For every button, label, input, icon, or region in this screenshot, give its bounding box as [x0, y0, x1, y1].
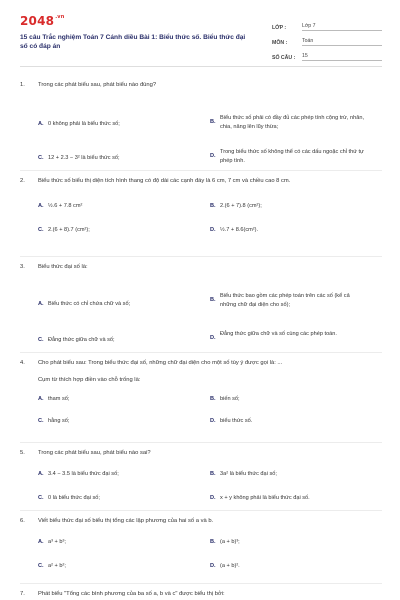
question-text: 3. Biểu thức đại số là:: [20, 264, 88, 270]
option-d[interactable]: D. x + y không phải là biểu thức đại số.: [210, 495, 310, 501]
meta-value: 15: [302, 52, 382, 61]
option-b[interactable]: B. (a + b)³;: [210, 539, 240, 545]
option-d[interactable]: D. ½.7 + 8.6(cm²).: [210, 227, 259, 233]
meta-info: [272, 16, 382, 61]
question-number: 2.: [20, 178, 25, 184]
option-b[interactable]: B. 2.(6 + 7).8 (cm²);: [210, 203, 262, 209]
option-b[interactable]: B. 3a² là biểu thức đại số;: [210, 471, 277, 477]
question-number: 5.: [20, 450, 25, 456]
question-1: [20, 81, 382, 164]
option-b[interactable]: B. Biểu thức bao gồm các phép toán trên các số (kể cả những chữ đại diện cho số);: [210, 293, 350, 308]
option-d[interactable]: D. (a + b)².: [210, 563, 240, 569]
option-b[interactable]: B. Biểu thức số phải có đầy đủ các phép tính cộng trừ, nhân, chia, nâng lên lũy thừa;: [210, 115, 365, 130]
option-c[interactable]: C. hằng số;: [38, 418, 70, 424]
option-c[interactable]: C. a² + b²;: [38, 563, 66, 569]
option-d[interactable]: D. Đẳng thức giữa chữ và số cùng các phép toán.: [210, 331, 337, 341]
question-6: [20, 517, 382, 569]
meta-row-class: [272, 16, 382, 31]
question-text: 4. Cho phát biểu sau: Trong biểu thức đại số, những chữ đại diện cho một số tùy ý được gọi là: ...: [20, 360, 283, 366]
meta-row-subject: [272, 31, 382, 46]
option-c[interactable]: C. 12 + 2.3 − 3² là biểu thức số;: [38, 155, 120, 161]
option-a[interactable]: A. a³ + b³;: [38, 539, 66, 545]
question-separator: [20, 510, 382, 511]
header-divider: [20, 66, 382, 67]
question-7: [20, 590, 382, 599]
option-a[interactable]: A. tham số;: [38, 396, 70, 402]
question-number: 7.: [20, 591, 25, 597]
question-text: 1. Trong các phát biểu sau, phát biểu nào đúng?: [20, 82, 157, 88]
question-4: [20, 359, 382, 424]
options-group: [38, 90, 382, 164]
option-a[interactable]: A. 0 không phải là biểu thức số;: [38, 121, 120, 127]
meta-value: Lớp 7: [302, 22, 382, 31]
question-subtext: Cụm từ thích hợp điền vào chỗ trống là:: [38, 377, 141, 383]
document-title: 15 câu Trắc nghiệm Toán 7 Cánh diều Bài 1: Biểu thức số. Biểu thức đại số có đáp án: [20, 34, 246, 50]
document-header: [20, 14, 382, 61]
question-3: [20, 263, 382, 343]
question-text: 6. Viết biểu thức đại số biểu thị tổng các lập phương của hai số a và b.: [20, 518, 214, 524]
question-2: [20, 177, 382, 233]
option-b[interactable]: B. biến số;: [210, 396, 240, 402]
question-text: 2. Biểu thức số biểu thị diện tích hình thang có độ dài các cạnh đáy là 6 cm, 7 cm và chiều cao 8 cm.: [20, 178, 291, 184]
meta-row-count: [272, 46, 382, 61]
option-c[interactable]: C. 0 là biểu thức đại số;: [38, 495, 100, 501]
question-text: 5. Trong các phát biểu sau, phát biểu nào sai?: [20, 450, 151, 456]
question-number: 1.: [20, 82, 25, 88]
option-c[interactable]: C. Đẳng thức giữa chữ và số;: [38, 337, 115, 343]
question-number: 4.: [20, 360, 25, 366]
question-separator: [20, 256, 382, 257]
meta-value: Toán: [302, 37, 382, 46]
meta-label: SỐ CÂU :: [272, 55, 296, 61]
question-text: 7. Phát biểu "Tổng các bình phương của ba số a, b và c" được biểu thị bởi:: [20, 591, 225, 597]
question-5: [20, 449, 382, 501]
meta-label: MÔN :: [272, 40, 288, 46]
question-separator: [20, 170, 382, 171]
question-separator: [20, 583, 382, 584]
meta-label: LỚP :: [272, 25, 287, 31]
question-separator: [20, 442, 382, 443]
option-c[interactable]: C. 2.(6 + 8).7 (cm²);: [38, 227, 90, 233]
question-number: 6.: [20, 518, 25, 524]
option-d[interactable]: D. biểu thức số.: [210, 418, 253, 424]
site-logo[interactable]: $2048^{.vn}$: [20, 14, 65, 28]
option-a[interactable]: A. Biểu thức có chỉ chứa chữ và số;: [38, 301, 131, 307]
option-d[interactable]: D. Trong biểu thức số không thể có các dấu ngoặc chỉ thứ tự phép tính.: [210, 149, 364, 164]
question-separator: [20, 352, 382, 353]
option-a[interactable]: A. 3.4 − 3.5 là biểu thức đại số;: [38, 471, 119, 477]
question-number: 3.: [20, 264, 25, 270]
option-a[interactable]: A. ½.6 + 7.8 cm²: [38, 203, 83, 209]
